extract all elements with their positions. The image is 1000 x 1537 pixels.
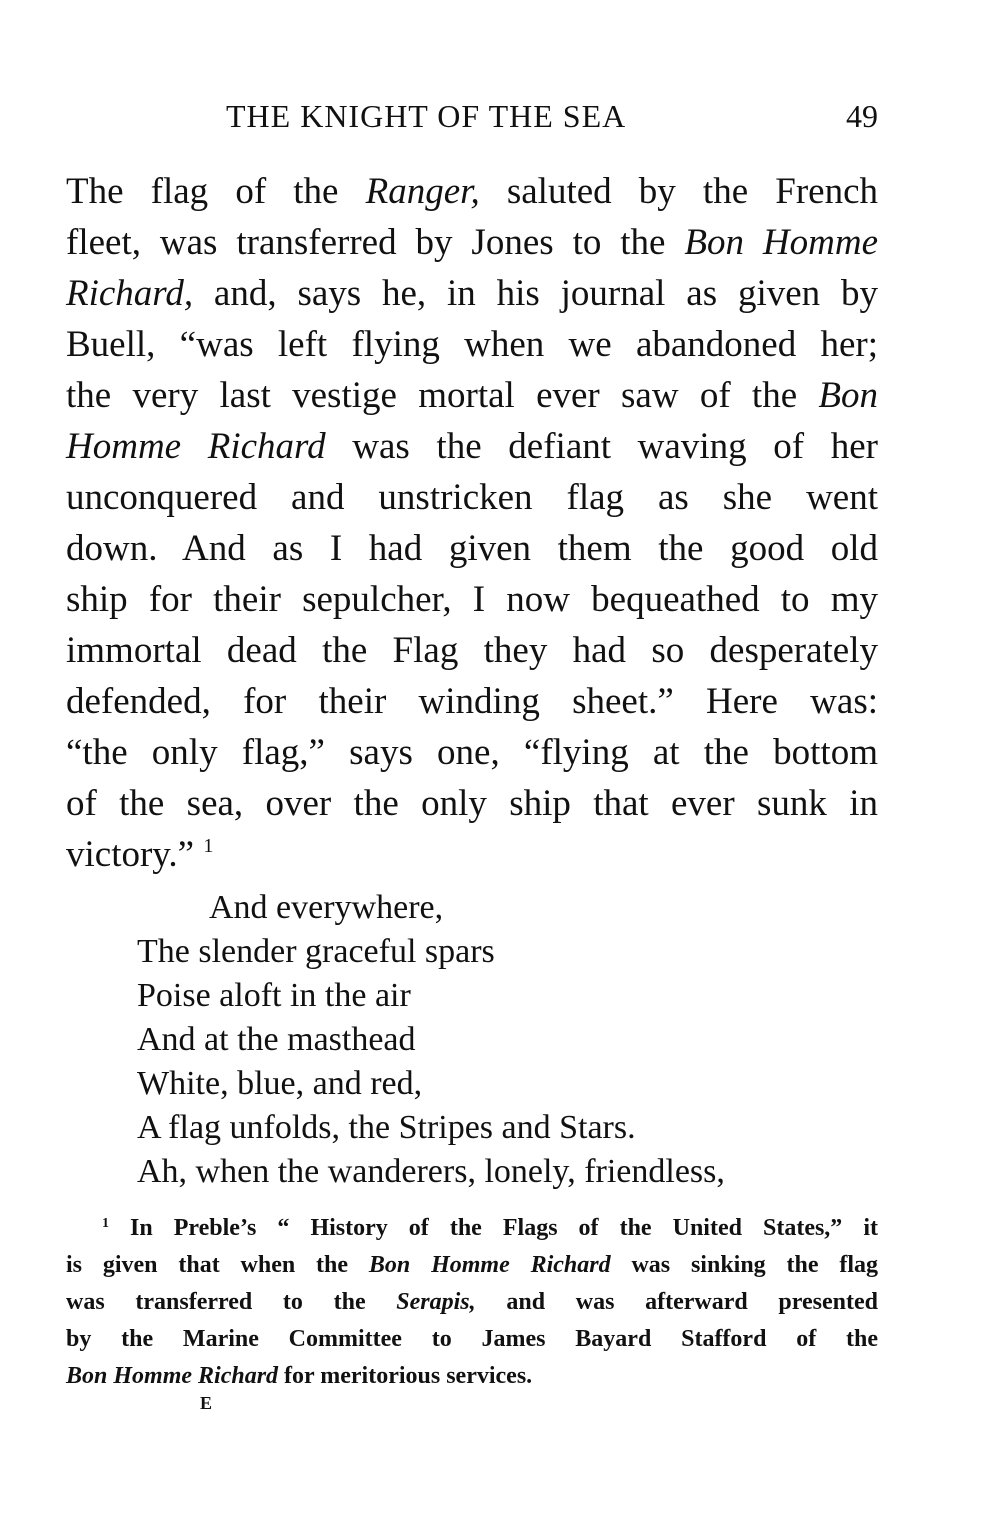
body-line xyxy=(66,676,878,727)
footnote-line xyxy=(66,1321,878,1358)
verse-line: White, blue, and red, xyxy=(137,1065,423,1102)
footnote-line xyxy=(66,1284,878,1321)
italic-run: Bon Homme Richard xyxy=(368,1252,611,1278)
text-run: was transferred to the xyxy=(66,1289,397,1315)
body-line xyxy=(66,421,878,472)
body-paragraph xyxy=(66,166,878,880)
body-line xyxy=(66,778,878,829)
verse-line: And at the masthead xyxy=(137,1021,416,1058)
italic-run: Serapis, xyxy=(396,1289,476,1315)
text-run: fleet, was transferred by Jones to the xyxy=(66,222,685,263)
footnote-line xyxy=(66,1210,878,1247)
text-run: ship for their sepulcher, I now bequeathed to my xyxy=(66,579,878,620)
text-run: the very last vestige mortal ever saw of the xyxy=(66,375,819,416)
running-head-title: THE KNIGHT OF THE SEA xyxy=(226,98,627,134)
body-line xyxy=(66,523,878,574)
text-run: victory.” xyxy=(66,834,195,875)
italic-run: Bon Homme xyxy=(684,222,878,263)
text-run: down. And as I had given them the good old xyxy=(66,528,878,569)
text-run: saluted by the French xyxy=(479,171,878,212)
text-run: for meritorious services. xyxy=(278,1363,533,1389)
body-line xyxy=(66,370,878,421)
footnote-line xyxy=(66,1358,878,1395)
text-run: and was afterward presented xyxy=(475,1289,878,1315)
body-line xyxy=(66,217,878,268)
text-run: “the only flag,” says one, “flying at the bottom xyxy=(66,732,878,773)
text-run: defended, for their winding sheet.” Here was: xyxy=(66,681,878,722)
text-run: Buell, “was left flying when we abandoned her; xyxy=(66,324,878,365)
text-run: by the Marine Committee to James Bayard Stafford of the xyxy=(66,1326,878,1352)
italic-run: Richard, xyxy=(66,273,194,314)
running-header xyxy=(66,98,878,142)
verse-line: Ah, when the wanderers, lonely, friendless, xyxy=(137,1153,725,1190)
footnote-reference: 1 xyxy=(203,835,214,857)
page-number: 49 xyxy=(846,98,878,134)
text-run: of the sea, over the only ship that ever sunk in xyxy=(66,783,878,824)
footnote-line xyxy=(66,1247,878,1284)
italic-run: Ranger, xyxy=(365,171,480,212)
body-line xyxy=(66,727,878,778)
text-run: and, says he, in his journal as given by xyxy=(193,273,878,314)
text-run: is given that when the xyxy=(66,1252,369,1278)
text-run: unconquered and unstricken flag as she went xyxy=(66,477,878,518)
body-line xyxy=(66,472,878,523)
verse-line: The slender graceful spars xyxy=(137,933,495,970)
footnote xyxy=(66,1210,878,1395)
italic-run: Bon Homme Richard xyxy=(66,1363,279,1389)
verse-line: Poise aloft in the air xyxy=(137,977,411,1014)
body-line xyxy=(66,574,878,625)
italic-run: Homme Richard xyxy=(66,426,326,467)
body-line xyxy=(66,625,878,676)
text-run: was the defiant waving of her xyxy=(325,426,878,467)
text-run: In Preble’s “ History of the Flags of the United States,” it xyxy=(109,1215,878,1241)
body-line xyxy=(66,268,878,319)
text-run: immortal dead the Flag they had so desperately xyxy=(66,630,878,671)
signature-mark: E xyxy=(200,1393,213,1413)
text-run: was sinking the flag xyxy=(610,1252,879,1278)
verse-block xyxy=(137,886,897,1194)
italic-run: Bon xyxy=(818,375,878,416)
verse-line: And everywhere, xyxy=(209,889,444,926)
verse-line: A flag unfolds, the Stripes and Stars. xyxy=(137,1109,636,1146)
footnote-marker: 1 xyxy=(102,1216,109,1231)
body-line xyxy=(66,829,878,880)
text-run: The flag of the xyxy=(66,171,366,212)
body-line xyxy=(66,319,878,370)
body-line xyxy=(66,166,878,217)
